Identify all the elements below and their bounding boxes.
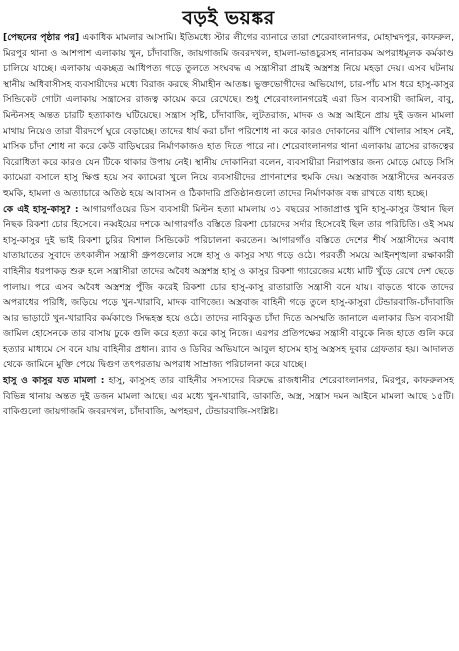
paragraph-who [3, 202, 454, 374]
paragraph-intro-text: একাধিক মামলার আসামি। ইতিমধ্যে স্টার লীগের ব্যানারে তারা শেরেবাংলানগর, মোহাম্মদপুর, কাফরুল, মিরপুর থানা ও আশপাশ এলাকায় খুন, চাঁদাবাজি, জায়গাজমি জবরদখল, হামলা-ভাঙচুরসহ নানারকম অপরাধমূলক কর্মকাণ্ড চালিয়ে যাচ্ছে। এলাকায় একচ্ছত্র আধিপত্য গড়ে তুলতে সংঘবদ্ধ এ সন্ত্রাসীরা প্রায়ই অস্ত্রশস্ত্র নিয়ে মহড়া দেয়। এসব ঘটনায় স্থানীয় অধিবাসীসহ ব্যবসায়ীদের মধ্যে বিরাজ করছে সীমাহীন আতঙ্ক। ভুক্তভোগীদের অভিযোগ, চার-পাঁচ মাস ধরে হাসু-কাসুর সিন্ডিকেট গোটা এলাকায় সন্ত্রাসের রাজত্ব কায়েম করে রেখেছে। শুধু শেরেবাংলানগরেই এরা ডিস ব্যবসায়ী জামিল, বাবু, মিল্টনসহ অন্তত চারটি হত্যাকাণ্ড ঘটিয়েছে। সন্ত্রাস সৃষ্টি, চাঁদাবাজি, লুটতরাজ, মাদক ও অস্ত্র আইনে প্রায় দুই ডজন মামলা মাথায় নিয়েও তারা বীরদর্পে ঘুরে বেড়াচ্ছে। তাদের ধার্য করা চাঁদা পরিশোধ না করে কারও দোকানের ঝাঁপি খোলার সাহস নেই, মাসিক চাঁদা শোধ না করে কেউ বাড়িঘরের নির্মাণকাজও হাত দিতে পারে না। শেরেবাংলানগর থানা এলাকায় ত্রাসের রাজত্বের বিরোধিতা করে কারও যেন টিকে থাকার উপায় নেই। স্থানীয় দোকানিরা বলেন, ব্যবসায়ীরা নিরাপত্তার জন্য মোড়ে মোড়ে সিসি ক্যামেরা বসালে হাসু ক্ষিপ্ত হয়ে সব ক্যামেরা খুলে নিয়ে ব্যবসায়ীদের প্রাণনাশের হুমকি দেয়। অস্ত্রবাজ সন্ত্রাসীদের অনবরত হুমকি, হামলা ও অত্যাচারে অতিষ্ঠ হয়ে আবাসন ও ঠিকাদারি প্রতিষ্ঠানগুলো তাদের নির্মাণকাজ বন্ধ রাখতে বাধ্য হচ্ছে। [3, 32, 454, 199]
subheading-cases: হাসু ও কাসুর যত মামলা : [3, 375, 105, 387]
paragraph-cases-text: হাসু, কাসুসহ তার বাহিনীর সদস্যদের বিরুদ্ধে রাজধানীর শেরেবাংলানগর, মিরপুর, কাফরুলসহ বিভিন্ন থানায় অন্তত দুই ডজন মামলা আছে। এর মধ্যে খুন-খারাবি, ডাকাতি, অস্ত্র, সন্ত্রাস দমন আইনে মামলা আছে ১৫টি। বাকিগুলো জায়গাজমি জবরদখল, চাঁদাবাজি, অপহরণ, টেন্ডারবাজি-সংশ্লিষ্ট। [3, 375, 454, 418]
article-body [3, 30, 454, 420]
subheading-who: কে এই হাসু-কাসু? : [3, 203, 79, 215]
paragraph-who-text: আগারগাঁওয়ের ডিস ব্যবসায়ী মিল্টন হত্যা মামলায় ৩১ বছরের সাজাপ্রাপ্ত খুনি হাসু-কাসুর উত্থান ছিল নিছক রিকশা চোর হিসেবে। নব্বইয়ের দশকে আগারগাঁও বস্তিতে রিকশা চোরদের সর্দার হিসেবেই ছিল তার পরিচিতি। ওই সময় হাসু-কাসুর দুই ভাই রিকশা চুরির বিশাল সিন্ডিকেট পরিচালনা করতেন। আগারগাঁও বস্তিতে দেশের শীর্ষ সন্ত্রাসীদের অবাধ যাতায়াতের সুবাদে তৎকালীন সন্ত্রাসী গ্রুপগুলোর সঙ্গে হাসু ও কাসুর সখ্য গড়ে ওঠে। পরবর্তী সময়ে আইনশৃঙ্খলা রক্ষাকারী বাহিনীর ধরপাকড় শুরু হলে সন্ত্রাসীরা তাদের অবৈধ অস্ত্রশস্ত্র হাসু ও কাসুর রিকশা গ্যারেজের মধ্যে মাটি খুঁড়ে রেখে দেশ ছেড়ে পালায়। পরে এসব অবৈধ অস্ত্রশস্ত্র পুঁজি করেই রিকশা চোর হাসু-কাসু রাতারাতি সন্ত্রাসী বনে যায়। বাড়তে থাকে তাদের অপরাধের পরিধি, জড়িয়ে পড়ে খুন-খারাবি, মাদক বাণিজ্যে। অস্ত্রবাজ বাহিনী গড়ে তুলে হাসু-কাসুরা টেন্ডারবাজি-চাঁদাবাজি আর ভাড়াটে খুন-খারাবির কর্মকাণ্ডে সিদ্ধহস্ত হয়ে ওঠে। তাদের নাবিকুত চাঁদা দিতে অসম্মতি জানালে এলাকার ডিস ব্যবসায়ী জামিল হোসেনকে তার বাসায় ঢুকে গুলি করে হত্যা করে কাসু নিজে। এরপর প্রতিপক্ষের সন্ত্রাসী বাবুকে নিজ হাতে গুলি করে হত্যার মাধ্যমে সে বনে যায় বাহিনীর প্রধান। র‌্যাব ও ডিবির অভিযানে আবুল হাসেম হাসু অস্ত্রসহ দুবার গ্রেফতার হয়। আদালত থেকে জামিনে মুক্তি পেয়ে দ্বিগুণ তৎপরতায় অপরাধ সাম্রাজ্য পরিচালনা করে যাচ্ছে। [3, 203, 454, 371]
continuation-label: [পেছনের পৃষ্ঠার পর] [3, 32, 80, 43]
headline: বড়ই ভয়ঙ্কর [182, 7, 275, 29]
paragraph-intro [3, 30, 454, 202]
paragraph-cases [3, 373, 454, 420]
